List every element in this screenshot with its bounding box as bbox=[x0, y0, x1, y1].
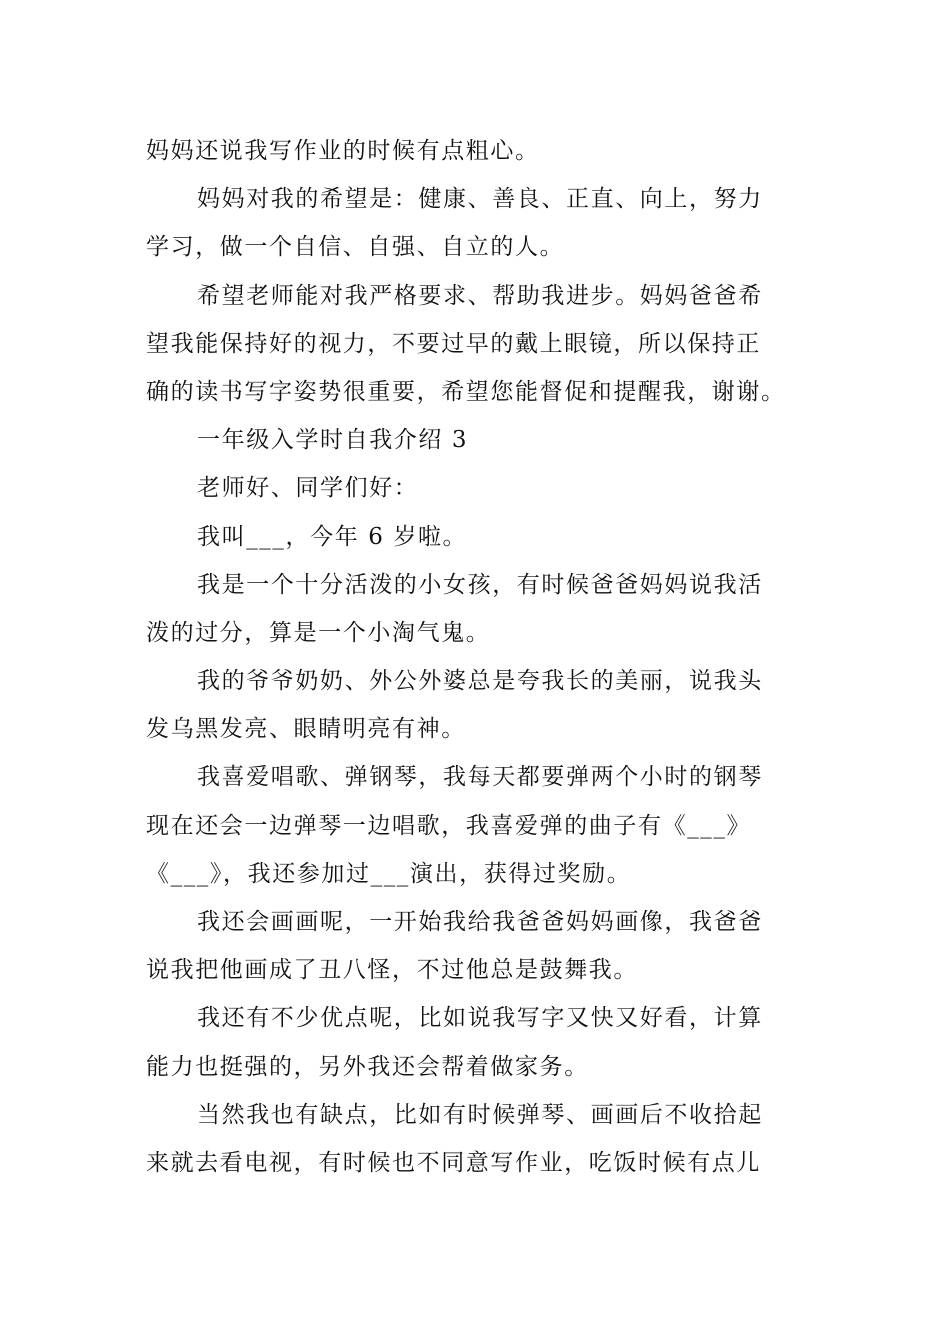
text-line: 我喜爱唱歌、弹钢琴，我每天都要弹两个小时的钢琴 bbox=[197, 764, 763, 791]
paragraph bbox=[146, 657, 806, 753]
paragraph bbox=[146, 272, 806, 417]
greeting bbox=[146, 464, 806, 512]
text-line: 当然我也有缺点，比如有时候弹琴、画画后不收拾起 bbox=[197, 1101, 763, 1128]
paragraph bbox=[146, 561, 806, 657]
paragraph bbox=[146, 898, 806, 994]
text-line: 来就去看电视，有时候也不同意写作业，吃饭时候有点儿 bbox=[146, 1149, 761, 1176]
text-line: 希望老师能对我严格要求、帮助我进步。妈妈爸爸希 bbox=[197, 282, 763, 309]
paragraph bbox=[146, 994, 806, 1090]
text-line: 能力也挺强的，另外我还会帮着做家务。 bbox=[146, 1053, 589, 1080]
text-line: 学习，做一个自信、自强、自立的人。 bbox=[146, 234, 565, 261]
paragraph bbox=[146, 753, 806, 898]
paragraph bbox=[146, 127, 806, 175]
text-line: 我是一个十分活泼的小女孩，有时候爸爸妈妈说我活 bbox=[197, 571, 763, 598]
section-heading bbox=[146, 416, 806, 464]
text-line: 现在还会一边弹琴一边唱歌，我喜爱弹的曲子有《___》 bbox=[146, 812, 752, 839]
text-line: 我叫___，今年 6 岁啦。 bbox=[197, 523, 468, 550]
text-line: 我还会画画呢，一开始我给我爸爸妈妈画像，我爸爸 bbox=[197, 909, 763, 935]
paragraph bbox=[146, 175, 806, 271]
text-line: 我还有不少优点呢，比如说我写字又快又好看，计算 bbox=[197, 1005, 763, 1032]
text-line: 望我能保持好的视力，不要过早的戴上眼镜，所以保持正 bbox=[146, 330, 761, 357]
paragraph bbox=[146, 1091, 806, 1187]
document-body bbox=[146, 127, 806, 1187]
text-line: 老师好、同学们好： bbox=[197, 475, 419, 502]
text-line: 妈妈还说我写作业的时候有点粗心。 bbox=[146, 138, 540, 164]
text-line: 确的读书写字姿势很重要，希望您能督促和提醒我，谢谢。 bbox=[146, 378, 786, 405]
text-line: 说我把他画成了丑八怪，不过他总是鼓舞我。 bbox=[146, 957, 638, 984]
text-line: 妈妈对我的希望是：健康、善良、正直、向上，努力 bbox=[197, 186, 763, 213]
text-line: 《___》，我还参加过___演出，获得过奖励。 bbox=[146, 860, 632, 887]
text-line: 我的爷爷奶奶、外公外婆总是夸我长的美丽，说我头 bbox=[197, 668, 763, 695]
text-line: 一年级入学时自我介绍 3 bbox=[197, 427, 469, 454]
text-line: 发乌黑发亮、眼睛明亮有神。 bbox=[146, 716, 466, 743]
paragraph bbox=[146, 513, 806, 561]
text-line: 泼的过分，算是一个小淘气鬼。 bbox=[146, 619, 491, 646]
